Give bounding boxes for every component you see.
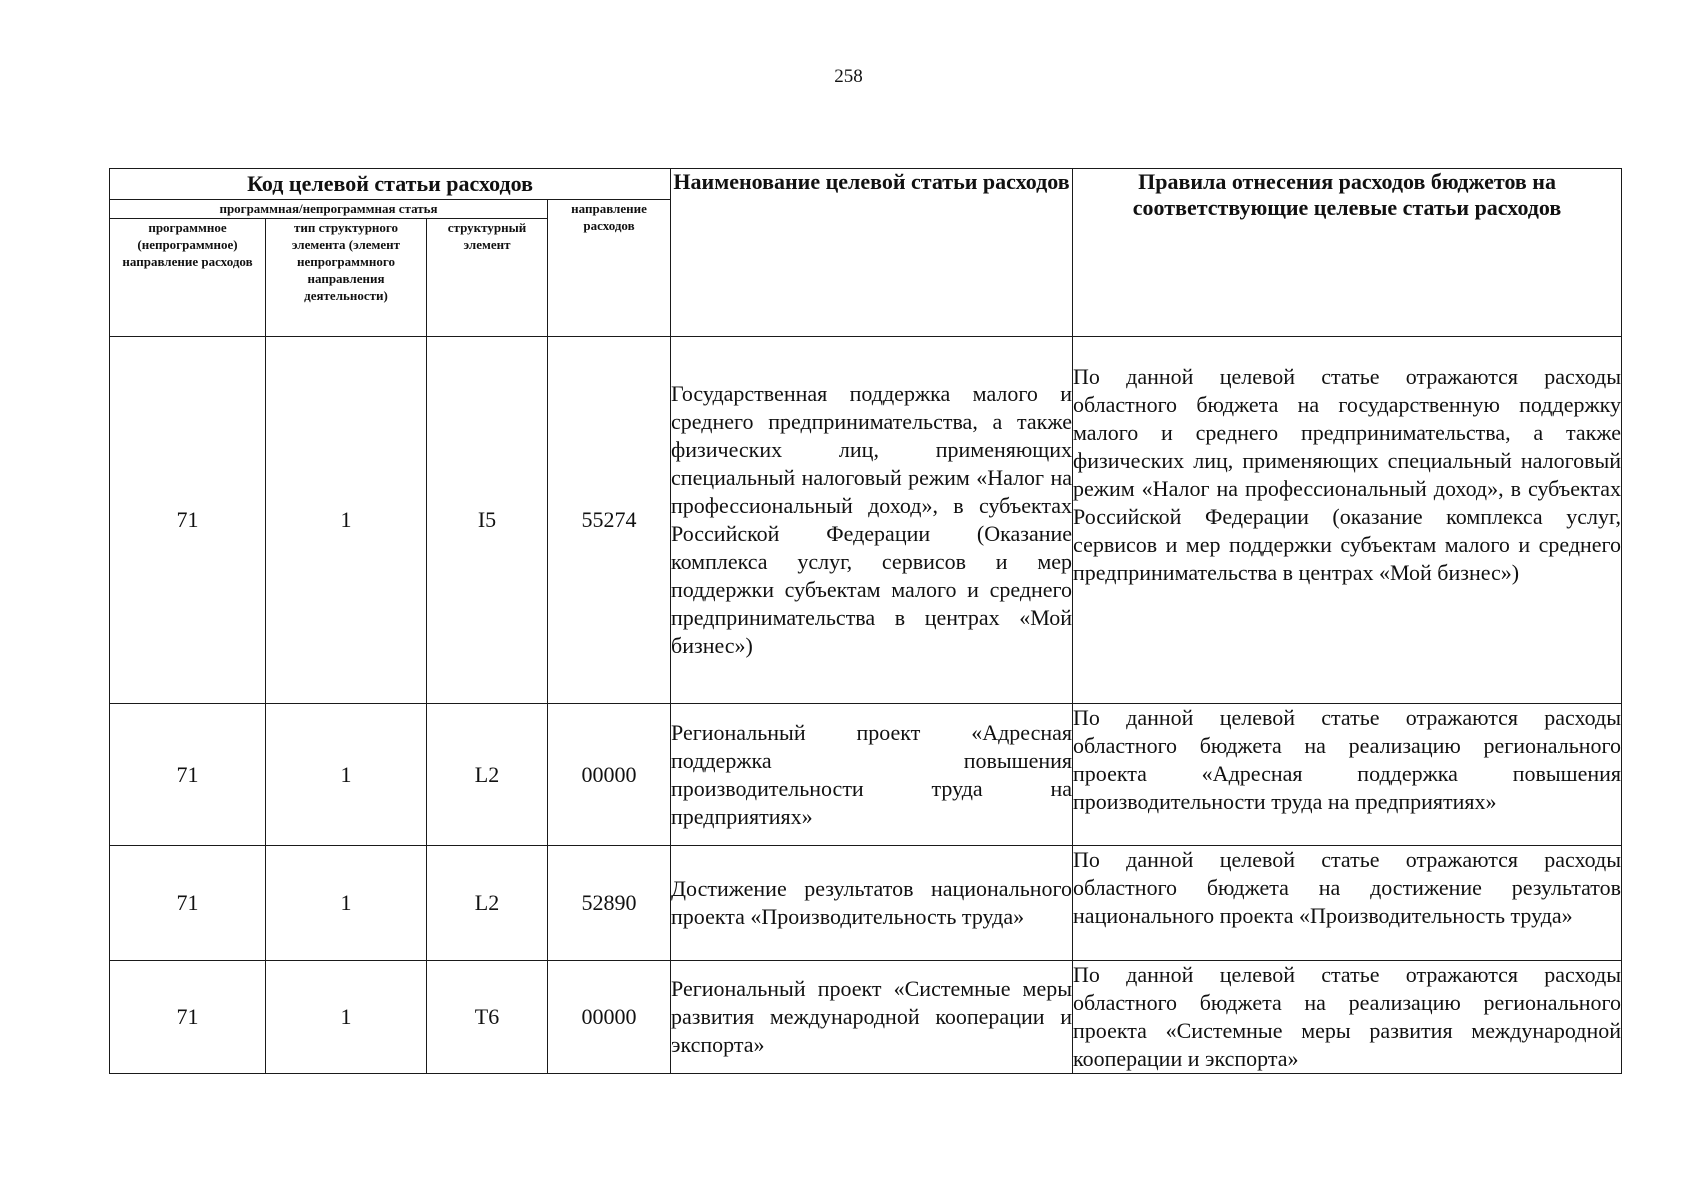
header-rules: Правила отнесения расходов бюджетов на соответствующие целевые статьи расходов [1073, 169, 1622, 337]
target-articles-table [109, 168, 1622, 1074]
table-row [110, 337, 1622, 704]
header-program-direction: программное (непрограммное) направление расходов [110, 219, 266, 337]
article-name: Государственная поддержка малого и среднего предпринимательства, а также физических лиц, применяющих специальный налоговый режим «Налог на профессиональный доход», в субъектах Российской Федерации (Оказание комплекса услуг, сервисов и мер поддержки субъектам малого и среднего предпринимательства в центрах «Мой бизнес») [671, 337, 1073, 704]
table-row [110, 704, 1622, 846]
direction-code: 00000 [548, 961, 671, 1074]
element-type-code: 1 [266, 961, 427, 1074]
structural-element-code: L2 [427, 846, 548, 961]
direction-code: 52890 [548, 846, 671, 961]
article-name: Региональный проект «Адресная поддержка повышения производительности труда на предприятиях» [671, 704, 1073, 846]
article-name: Региональный проект «Системные меры развития международной кооперации и экспорта» [671, 961, 1073, 1074]
program-code: 71 [110, 337, 266, 704]
article-rule: По данной целевой статье отражаются расходы областного бюджета на государственную поддержку малого и среднего предпринимательства, а также физических лиц, применяющих специальный налоговый режим «Налог на профессиональный доход», в субъектах Российской Федерации (оказание комплекса услуг, сервисов и мер поддержки субъектам малого и среднего предпринимательства в центрах «Мой бизнес») [1073, 337, 1622, 704]
program-code: 71 [110, 961, 266, 1074]
direction-code: 00000 [548, 704, 671, 846]
header-code-group: Код целевой статьи расходов [110, 169, 671, 200]
article-rule: По данной целевой статье отражаются расходы областного бюджета на реализацию регионального проекта «Адресная поддержка повышения производительности труда на предприятиях» [1073, 704, 1622, 846]
header-element-type: тип структурного элемента (элемент непрограммного направления деятельности) [266, 219, 427, 337]
program-code: 71 [110, 846, 266, 961]
header-structural-element: структурный элемент [427, 219, 548, 337]
article-rule: По данной целевой статье отражаются расходы областного бюджета на достижение результатов национального проекта «Производительность труда» [1073, 846, 1622, 961]
page-number: 258 [834, 66, 863, 87]
program-code: 71 [110, 704, 266, 846]
structural-element-code: L2 [427, 704, 548, 846]
element-type-code: 1 [266, 846, 427, 961]
structural-element-code: I5 [427, 337, 548, 704]
element-type-code: 1 [266, 337, 427, 704]
article-name: Достижение результатов национального проекта «Производительность труда» [671, 846, 1073, 961]
table-row [110, 961, 1622, 1074]
header-direction: направление расходов [548, 200, 671, 337]
header-program-article: программная/непрограммная статья [110, 200, 548, 219]
direction-code: 55274 [548, 337, 671, 704]
article-rule: По данной целевой статье отражаются расходы областного бюджета на реализацию регионального проекта «Системные меры развития международной кооперации и экспорта» [1073, 961, 1622, 1074]
table-row [110, 846, 1622, 961]
structural-element-code: T6 [427, 961, 548, 1074]
header-name: Наименование целевой статьи расходов [671, 169, 1073, 337]
element-type-code: 1 [266, 704, 427, 846]
